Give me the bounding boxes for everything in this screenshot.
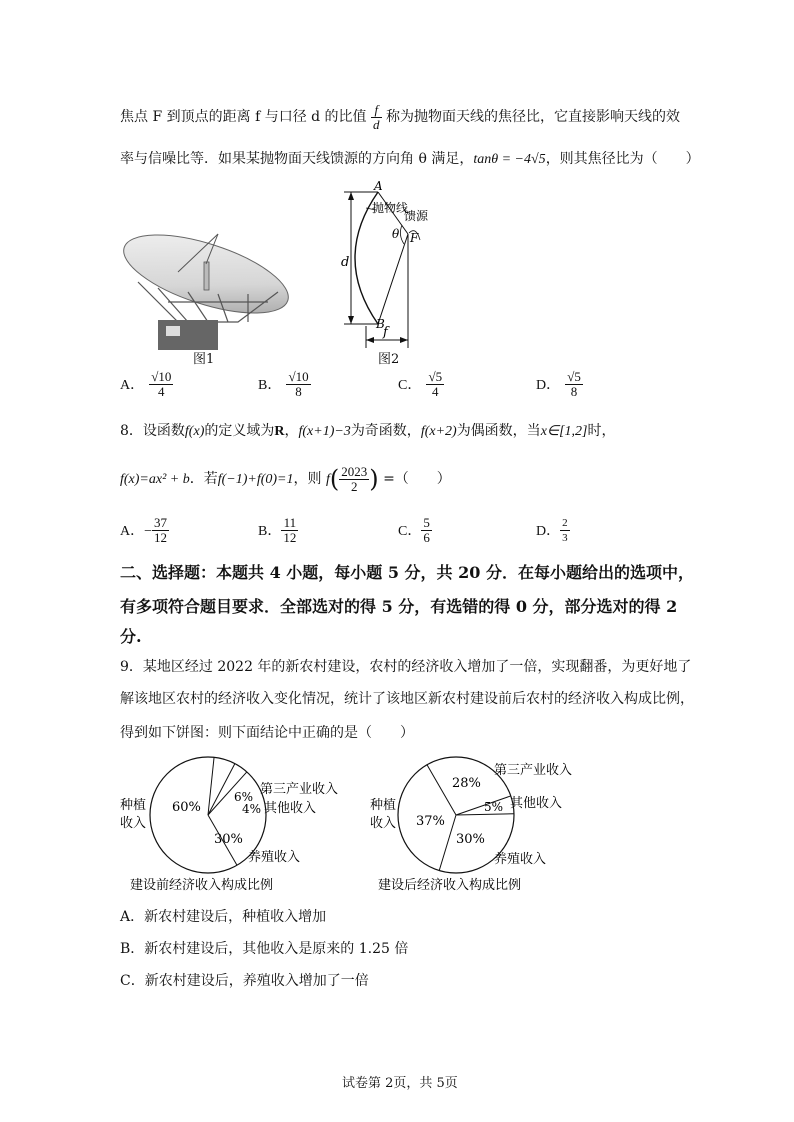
q7-option-c-num: √5 bbox=[428, 369, 443, 384]
pie-after-label-planting-2: 收入 bbox=[370, 816, 397, 831]
q8-line1-f: 时， bbox=[587, 423, 616, 439]
q8-option-a[interactable] bbox=[120, 516, 169, 545]
q8-def: f(x)=ax² + b bbox=[120, 472, 190, 487]
label-parabola: 抛物线 bbox=[372, 201, 409, 215]
q7-option-c-letter: C． bbox=[398, 378, 422, 393]
q9-line1: 9．某地区经过 2022 年的新农村建设，农村的经济收入增加了一倍，实现翻番，为更好地了 bbox=[120, 659, 692, 675]
q8-line2-a: ．若 bbox=[189, 471, 218, 487]
q8-option-c-fraction bbox=[421, 516, 432, 545]
q7-option-d-fraction bbox=[565, 370, 583, 399]
q7-option-a-den: 4 bbox=[158, 384, 165, 399]
pie-before-label-planting-1: 种植 bbox=[120, 798, 147, 813]
pie-chart-before bbox=[118, 755, 358, 895]
section2-line1: 二、选择题：本题共 4 小题，每小题 5 分，共 20 分．在每小题给出的选项中， bbox=[120, 563, 694, 582]
pie-before-value-tertiary: 6% bbox=[234, 790, 254, 804]
q7-line2 bbox=[120, 148, 700, 168]
q7-option-c[interactable] bbox=[398, 370, 444, 399]
q7-option-c-den: 4 bbox=[432, 384, 439, 399]
label-f: f bbox=[383, 325, 388, 340]
f-arrow-left bbox=[366, 337, 374, 343]
q8-option-d-num: 2 bbox=[562, 517, 568, 529]
q8-arg-den: 2 bbox=[350, 478, 358, 494]
q7-option-d-letter: D． bbox=[536, 378, 561, 393]
q8-line1-c: ， bbox=[284, 423, 299, 439]
q8-line1 bbox=[120, 420, 616, 440]
q8-option-b-letter: B． bbox=[258, 524, 282, 539]
page-footer: 试卷第 2页，共 5页 bbox=[342, 1076, 458, 1091]
q8-line2-b: ，则 bbox=[293, 471, 322, 487]
figure1-caption: 图1 bbox=[193, 352, 215, 367]
q8-line2 bbox=[120, 462, 451, 496]
f-arrow-right bbox=[400, 337, 408, 343]
pie-before-label-tertiary: 第三产业收入 bbox=[260, 782, 339, 797]
pie-before-label-other: 其他收入 bbox=[264, 801, 317, 816]
pie-after-label-other: 其他收入 bbox=[510, 796, 563, 811]
pie-before-label-planting-2: 收入 bbox=[120, 816, 147, 831]
pie-after-value-tertiary: 28% bbox=[452, 776, 481, 791]
q8-cond: f(−1)+f(0)=1 bbox=[217, 472, 294, 487]
q7-option-b[interactable] bbox=[258, 370, 311, 399]
figure2-parabola-diagram bbox=[336, 178, 456, 348]
pie-before-value-breeding: 30% bbox=[214, 832, 243, 847]
q9-line2: 解该地区农村的经济收入变化情况，统计了该地区新农村建设前后农村的经济收入构成比例， bbox=[120, 691, 694, 707]
dish-base-window bbox=[166, 326, 180, 336]
q7-option-b-den: 8 bbox=[295, 384, 302, 399]
figure2-caption: 图2 bbox=[378, 352, 400, 367]
q7-ratio-denominator: d bbox=[373, 116, 380, 132]
pie-chart-after bbox=[368, 755, 598, 895]
q8-option-b-fraction bbox=[281, 516, 298, 545]
q8-option-c-letter: C． bbox=[398, 524, 422, 539]
q7-option-a-letter: A． bbox=[120, 378, 145, 393]
d-arrow-top bbox=[348, 192, 354, 200]
pie-after-value-breeding: 30% bbox=[456, 832, 485, 847]
q9-line3: 得到如下饼图：则下面结论中正确的是（ ） bbox=[120, 725, 414, 741]
q8-line1-d: 为奇函数， bbox=[350, 423, 421, 439]
q7-option-d[interactable] bbox=[536, 370, 583, 399]
q8-option-a-letter: A． bbox=[120, 524, 145, 539]
q7-option-d-den: 8 bbox=[570, 384, 578, 399]
q8-option-d-fraction bbox=[560, 516, 570, 545]
label-feed: 馈源 bbox=[404, 209, 429, 223]
q8-even-expr: f(x+2) bbox=[420, 424, 457, 439]
q8-line1-e: 为偶函数，当 bbox=[456, 423, 541, 439]
q8-option-a-den: 12 bbox=[154, 530, 168, 545]
pie-after-value-planting: 37% bbox=[416, 814, 445, 829]
q8-R: R bbox=[274, 424, 285, 439]
pie-before-label-breeding: 养殖收入 bbox=[248, 850, 301, 865]
q7-option-b-fraction bbox=[286, 370, 310, 399]
q7-option-d-num: √5 bbox=[567, 369, 581, 384]
q8-option-b[interactable] bbox=[258, 516, 298, 545]
q7-line2-a: 率与信噪比等．如果某抛物面天线馈源的方向角 θ 满足， bbox=[120, 151, 474, 167]
q7-ratio-numerator: f bbox=[371, 103, 382, 118]
q8-arg-fraction bbox=[339, 465, 369, 494]
pie-after-label-breeding: 养殖收入 bbox=[494, 852, 547, 867]
q7-option-a-num: √10 bbox=[151, 369, 172, 384]
q7-ratio-fraction bbox=[371, 103, 382, 132]
pie-after-label-tertiary: 第三产业收入 bbox=[494, 763, 573, 778]
q7-line1-a: 焦点 F 到顶点的距离 f 与口径 d 的比值 bbox=[120, 109, 367, 125]
q8-arg-num: 2023 bbox=[341, 463, 368, 479]
q8-option-d-letter: D． bbox=[536, 524, 561, 539]
q7-line1-b: 称为抛物面天线的焦径比，它直接影响天线的效 bbox=[385, 109, 680, 125]
q8-option-d-den: 3 bbox=[562, 532, 568, 544]
label-F: F bbox=[410, 231, 419, 245]
figure1-satellite-dish bbox=[118, 222, 298, 350]
q7-tan-condition: tanθ = −4√5 bbox=[473, 152, 546, 167]
q7-option-a-fraction bbox=[149, 370, 173, 399]
q8-line1-b: 的定义域为 bbox=[204, 423, 275, 439]
pie-after-title: 建设后经济收入构成比例 bbox=[378, 878, 522, 893]
q8-option-c[interactable] bbox=[398, 516, 432, 545]
q9-option-b[interactable]: B．新农村建设后，其他收入是原来的 1.25 倍 bbox=[120, 941, 409, 957]
q8-option-b-den: 12 bbox=[283, 530, 297, 545]
dish-feed-arm bbox=[204, 262, 209, 290]
q8-option-b-num: 11 bbox=[281, 516, 298, 531]
q8-option-d[interactable] bbox=[536, 516, 570, 545]
pie-before-title: 建设前经济收入构成比例 bbox=[130, 878, 274, 893]
q7-line1 bbox=[120, 100, 680, 134]
q8-line2-c: =（ ） bbox=[383, 471, 451, 487]
q8-fx: f(x) bbox=[184, 424, 205, 439]
q7-option-b-letter: B． bbox=[258, 378, 282, 393]
q7-line2-b: ，则其焦径比为（ ） bbox=[545, 151, 700, 167]
q8-option-c-den: 6 bbox=[423, 530, 430, 545]
pie-after-label-planting-1: 种植 bbox=[370, 798, 397, 813]
q8-odd-expr: f(x+1)−3 bbox=[298, 424, 351, 439]
pie-after-value-other: 5% bbox=[484, 800, 504, 814]
label-B: B bbox=[376, 317, 385, 331]
pie-before-value-planting: 60% bbox=[172, 800, 201, 815]
q7-option-b-num: √10 bbox=[288, 369, 309, 384]
q8-option-a-sign: − bbox=[144, 524, 153, 539]
q8-line1-a: 8．设函数 bbox=[120, 423, 185, 439]
pie-before-value-other: 4% bbox=[242, 802, 262, 816]
d-arrow-bottom bbox=[348, 316, 354, 324]
q8-right-paren: ) bbox=[369, 465, 379, 493]
q8-option-a-fraction bbox=[152, 516, 169, 545]
q8-left-paren: ( bbox=[329, 465, 340, 493]
section2-line2: 有多项符合题目要求．全部选对的得 5 分，有选错的得 0 分，部分选对的得 2 bbox=[120, 597, 678, 616]
label-A: A bbox=[374, 179, 383, 193]
label-theta: θ bbox=[392, 227, 400, 241]
q8-option-a-num: 37 bbox=[154, 515, 168, 530]
q9-option-c[interactable]: C．新农村建设后，养殖收入增加了一倍 bbox=[120, 973, 369, 989]
segment-BF bbox=[378, 234, 408, 324]
q7-option-c-fraction bbox=[426, 370, 444, 399]
q8-interval: x∈[1,2] bbox=[540, 424, 588, 439]
q8-option-c-num: 5 bbox=[423, 515, 430, 530]
q9-option-a[interactable]: A．新农村建设后，种植收入增加 bbox=[120, 909, 327, 925]
q7-option-a[interactable] bbox=[120, 370, 173, 399]
q8-f-symbol: f bbox=[325, 472, 330, 487]
label-d: d bbox=[341, 255, 350, 270]
section2-line3: 分. bbox=[120, 627, 142, 646]
